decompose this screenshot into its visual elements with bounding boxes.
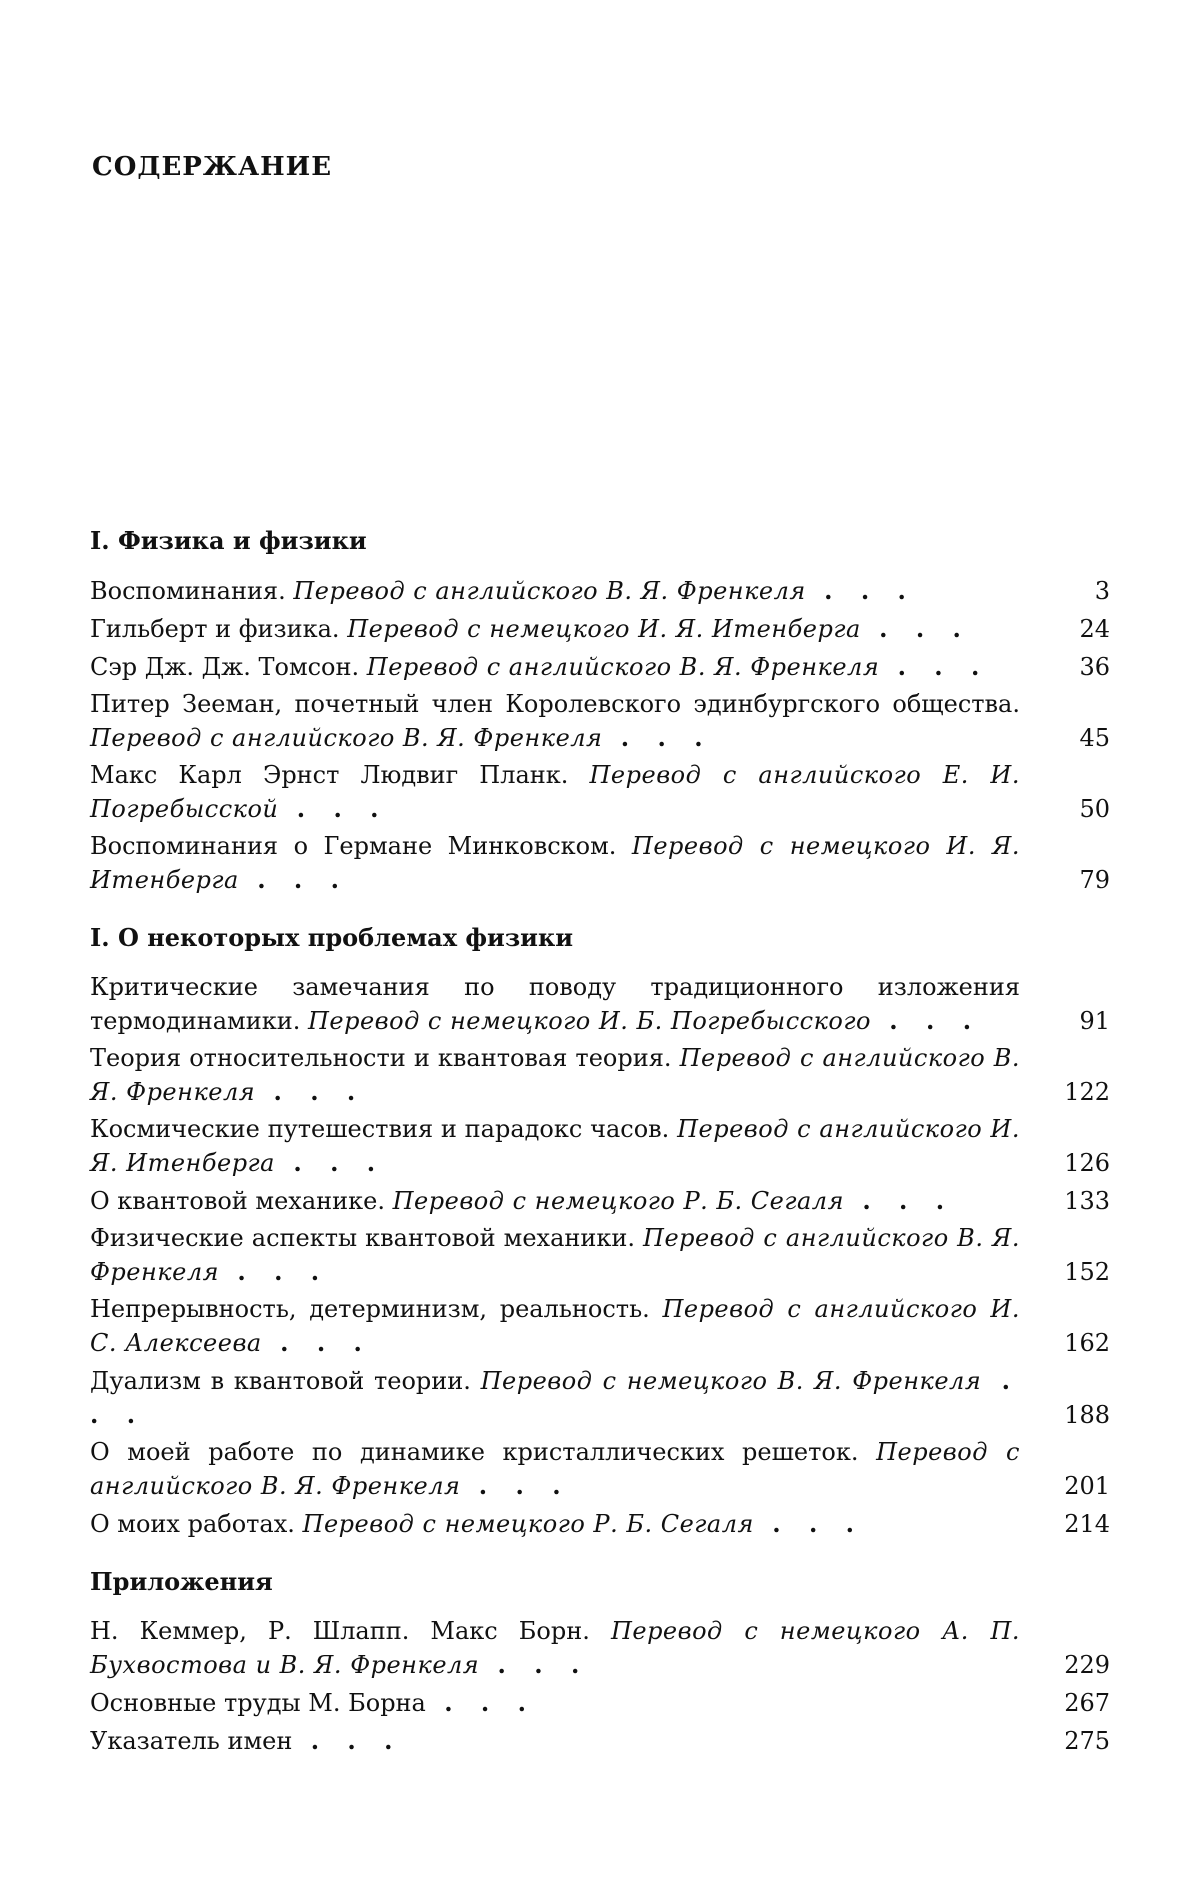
dot-leader: . . .	[753, 1509, 865, 1538]
entry-translator: Перевод с немецкого В. Я. Френкеля	[480, 1367, 982, 1395]
entry-translator: Перевод с английского В. Я. Френкеля	[90, 1224, 1020, 1286]
page-number: 133	[1064, 1187, 1110, 1215]
entry-translator: Перевод с английского И. Я. Итенберга	[90, 1115, 1020, 1177]
dot-leader: . . .	[879, 652, 990, 681]
dot-leader: . . .	[255, 1077, 366, 1106]
entry-title: Критические замечания по поводу традиционного изложения термодинамики.	[90, 973, 1020, 1035]
entry-text	[90, 1364, 1020, 1432]
page-title: СОДЕРЖАНИЕ	[92, 152, 333, 182]
page-number: 275	[1064, 1727, 1110, 1755]
dot-leader: . . .	[602, 723, 713, 752]
page-number: 214	[1064, 1510, 1110, 1538]
dot-leader: . . .	[90, 1366, 1020, 1429]
page-number: 188	[1064, 1401, 1110, 1429]
entry-text	[90, 1436, 1020, 1503]
entry-translator: Перевод с английского В. Я. Френкеля	[90, 1044, 1020, 1106]
entry-translator: Перевод с немецкого Р. Б. Сегаля	[302, 1510, 754, 1538]
entry-title: Космические путешествия и парадокс часов.	[90, 1115, 670, 1143]
entry-text	[90, 612, 1020, 646]
dot-leader: . . .	[278, 794, 389, 823]
entry-text	[90, 1222, 1020, 1289]
entry-text	[90, 1724, 1020, 1758]
dot-leader: . . .	[275, 1148, 386, 1177]
dot-leader: . . .	[860, 614, 971, 643]
entry-translator: Перевод с немецкого А. П. Бухвостова и В. Я. Френкеля	[90, 1617, 1020, 1679]
dot-leader: . . .	[460, 1471, 571, 1500]
entry-translator: Перевод с немецкого Р. Б. Сегаля	[392, 1187, 844, 1215]
toc-entry	[90, 574, 1110, 608]
entry-translator: Перевод с английского Е. И. Погребысской	[90, 761, 1020, 823]
page-number: 91	[1079, 1007, 1110, 1035]
toc-entry	[90, 1113, 1110, 1180]
entry-title: Дуализм в квантовой теории.	[90, 1367, 471, 1395]
entry-text	[90, 1042, 1020, 1109]
toc-section	[90, 923, 1110, 1541]
entry-text	[90, 574, 1020, 608]
toc-entry	[90, 688, 1110, 755]
toc-entry	[90, 1042, 1110, 1109]
toc-entry	[90, 1686, 1110, 1720]
dot-leader: . . .	[870, 1006, 982, 1035]
entry-text	[90, 830, 1020, 897]
toc-entry	[90, 759, 1110, 826]
dot-leader: . . .	[805, 576, 916, 605]
page-number: 152	[1064, 1258, 1110, 1286]
page-number: 36	[1079, 653, 1110, 681]
toc-entry	[90, 612, 1110, 646]
page-number: 201	[1064, 1472, 1110, 1500]
entry-text	[90, 688, 1020, 755]
toc-entry	[90, 1293, 1110, 1360]
toc-entry	[90, 1507, 1110, 1541]
toc-section	[90, 1567, 1110, 1758]
entry-title: Непрерывность, детерминизм, реальность.	[90, 1295, 650, 1323]
entry-text	[90, 1184, 1020, 1218]
page-number: 79	[1079, 866, 1110, 894]
section-heading: I. О некоторых проблемах физики	[90, 923, 574, 952]
entry-title: Гильберт и физика.	[90, 615, 340, 643]
page-number: 229	[1064, 1651, 1110, 1679]
toc-entry	[90, 971, 1110, 1038]
entry-text	[90, 759, 1020, 826]
toc-entry	[90, 1184, 1110, 1218]
page-number: 24	[1079, 615, 1110, 643]
page-number: 267	[1064, 1689, 1110, 1717]
dot-leader: . . .	[219, 1257, 330, 1286]
entry-title: Основные труды М. Борна	[90, 1689, 426, 1717]
entry-title: Макс Карл Эрнст Людвиг Планк.	[90, 761, 569, 789]
entry-text	[90, 1507, 1020, 1541]
page-number: 126	[1064, 1149, 1110, 1177]
entry-translator: Перевод с немецкого И. Б. Погребысского	[307, 1007, 871, 1035]
dot-leader: . . .	[479, 1650, 590, 1679]
entry-translator: Перевод с немецкого И. Я. Итенберга	[90, 832, 1020, 894]
dot-leader: . . .	[843, 1186, 955, 1215]
toc-entry	[90, 1436, 1110, 1503]
section-heading: Приложения	[90, 1567, 273, 1596]
entry-translator: Перевод с английского В. Я. Френкеля	[293, 577, 806, 605]
entry-text	[90, 971, 1020, 1038]
entry-title: О квантовой механике.	[90, 1187, 385, 1215]
dot-leader: . . .	[261, 1328, 372, 1357]
entry-title: Воспоминания о Германе Минковском.	[90, 832, 617, 860]
entry-title: Указатель имен	[90, 1727, 293, 1755]
entry-text	[90, 1686, 1020, 1720]
entry-text	[90, 1615, 1020, 1682]
toc-entry	[90, 1364, 1110, 1432]
entry-title: Сэр Дж. Дж. Томсон.	[90, 653, 360, 681]
section-heading: I. Физика и физики	[90, 526, 367, 555]
entry-translator: Перевод с английского В. Я. Френкеля	[90, 724, 603, 752]
entry-title: Воспоминания.	[90, 577, 286, 605]
toc-entry	[90, 830, 1110, 897]
entry-translator: Перевод с английского И. С. Алексеева	[90, 1295, 1020, 1357]
entry-translator: Перевод с английского В. Я. Френкеля	[90, 1438, 1020, 1500]
entry-title: О моих работах.	[90, 1510, 295, 1538]
toc-section	[90, 526, 1110, 897]
page-number: 162	[1064, 1329, 1110, 1357]
entry-text	[90, 1293, 1020, 1360]
entry-translator: Перевод с немецкого И. Я. Итенберга	[347, 615, 861, 643]
entry-translator: Перевод с английского В. Я. Френкеля	[366, 653, 880, 681]
page-number: 45	[1079, 724, 1110, 752]
entry-title: Н. Кеммер, Р. Шлапп. Макс Борн.	[90, 1617, 590, 1645]
entry-title: Теория относительности и квантовая теория.	[90, 1044, 672, 1072]
toc-entry	[90, 1615, 1110, 1682]
toc-entry	[90, 1724, 1110, 1758]
entry-title: Питер Зееман, почетный член Королевского эдинбургского общества.	[90, 690, 1020, 718]
entry-text	[90, 1113, 1020, 1180]
entry-title: О моей работе по динамике кристаллических решеток.	[90, 1438, 859, 1466]
toc-entry	[90, 650, 1110, 684]
page-number: 50	[1079, 795, 1110, 823]
page-number: 3	[1094, 577, 1110, 605]
dot-leader: . . .	[292, 1726, 403, 1755]
dot-leader: . . .	[238, 865, 349, 894]
entry-title: Физические аспекты квантовой механики.	[90, 1224, 635, 1252]
entry-text	[90, 650, 1020, 684]
page-number: 122	[1064, 1078, 1110, 1106]
table-of-contents	[90, 526, 1110, 1784]
dot-leader: . . .	[425, 1688, 536, 1717]
toc-entry	[90, 1222, 1110, 1289]
